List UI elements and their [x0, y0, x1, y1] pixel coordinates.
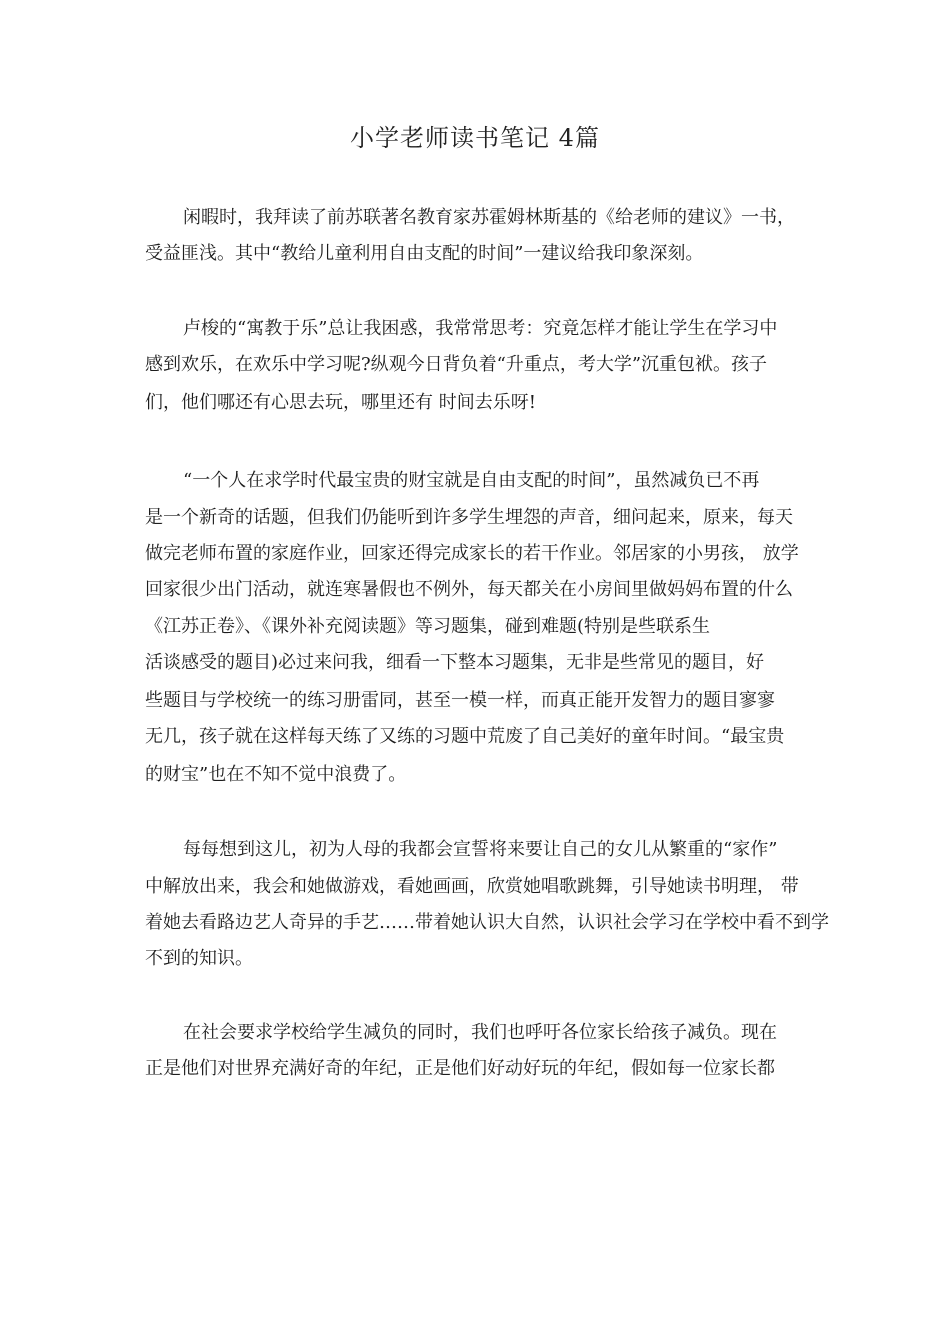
paragraph-line: 卢梭的“寓教于乐”总让我困惑，我常常思考：究竟怎样才能让学生在学习中 — [183, 318, 778, 339]
paragraph-line: 做完老师布置的家庭作业，回家还得完成家长的若干作业。邻居家的小男孩， 放学 — [145, 543, 799, 564]
paragraph-line: 正是他们对世界充满好奇的年纪，正是他们好动好玩的年纪，假如每一位家长都 — [145, 1058, 775, 1079]
paragraph-line: “一个人在求学时代最宝贵的财宝就是自由支配的时间”，虽然减负已不再 — [183, 470, 760, 491]
paragraph-line: 中解放出来，我会和她做游戏，看她画画，欣赏她唱歌跳舞，引导她读书明理， 带 — [145, 876, 799, 897]
paragraph-line: 是一个新奇的话题，但我们仍能听到许多学生埋怨的声音，细问起来，原来，每天 — [145, 507, 793, 528]
paragraph-line: 感到欢乐，在欢乐中学习呢?纵观今日背负着“升重点，考大学”沉重包袱。孩子 — [145, 354, 768, 375]
paragraph-line: 们，他们哪还有心思去玩，哪里还有 时间去乐呀! — [145, 392, 536, 413]
paragraph-line: 受益匪浅。其中“教给儿童利用自由支配的时间”一建议给我印象深刻。 — [145, 243, 704, 264]
paragraph-line: 不到的知识。 — [145, 948, 253, 969]
paragraph-line: 在社会要求学校给学生减负的同时，我们也呼吁各位家长给孩子减负。现在 — [183, 1022, 777, 1043]
paragraph-line: 每每想到这儿，初为人母的我都会宣誓将来要让自己的女儿从繁重的“家作” — [183, 839, 778, 860]
page-title: 小学老师读书笔记 4篇 — [350, 124, 600, 152]
paragraph-line: 回家很少出门活动，就连寒暑假也不例外，每天都关在小房间里做妈妈布置的什么 — [145, 579, 793, 600]
paragraph-line: 《江苏正卷》、《课外补充阅读题》等习题集，碰到难题(特别是些联系生 — [145, 616, 711, 637]
paragraph-line: 无几，孩子就在这样每天练了又练的习题中荒废了自己美好的童年时间。“最宝贵 — [145, 726, 785, 747]
paragraph-line: 些题目与学校统一的练习册雷同，甚至一模一样，而真正能开发智力的题目寥寥 — [145, 690, 775, 711]
paragraph-line: 活谈感受的题目)必过来问我，细看一下整本习题集，无非是些常见的题目，好 — [145, 652, 765, 673]
paragraph-line: 着她去看路边艺人奇异的手艺……带着她认识大自然，认识社会学习在学校中看不到学 — [145, 912, 829, 933]
paragraph-line: 的财宝”也在不知不觉中浪费了。 — [145, 764, 407, 785]
paragraph-line: 闲暇时，我拜读了前苏联著名教育家苏霍姆林斯基的《给老师的建议》一书， — [183, 207, 795, 228]
